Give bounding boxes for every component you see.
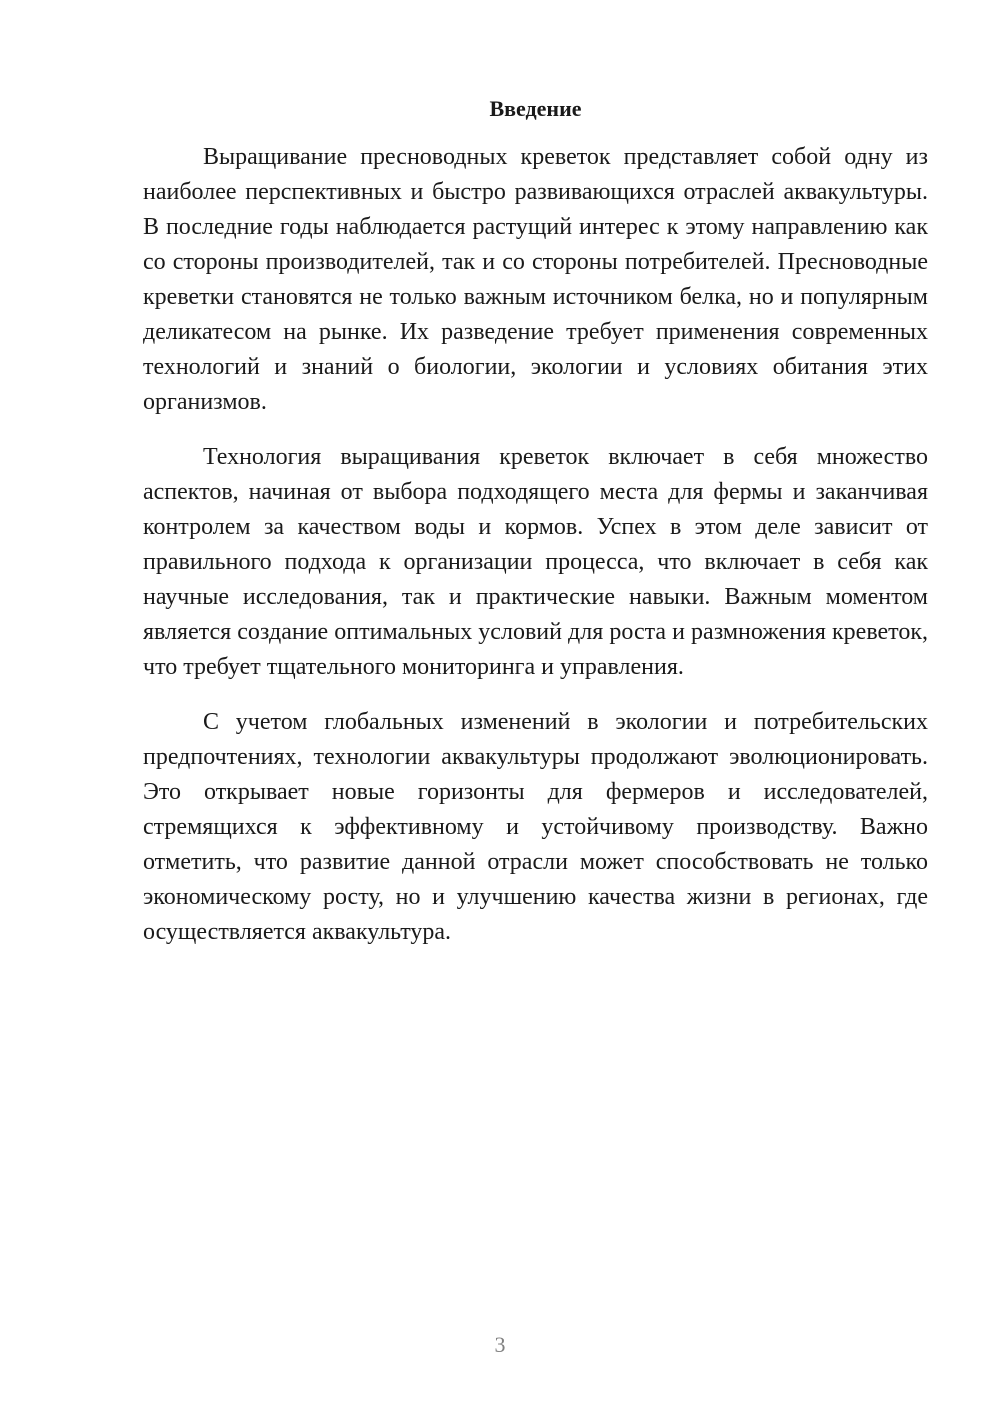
page-number: 3	[494, 1332, 506, 1357]
paragraph-3: С учетом глобальных изменений в экологии и потребительских предпочтениях, технологии аквакультуры продолжают эволюционировать. Это открывает новые горизонты для фермеров и исследователей, стремящихся к эффективному и устойчивому производству. Важно отметить, что развитие данной отрасли может способствовать не только экономическому росту, но и улучшению качества жизни в регионах, где осуществляется аквакультура.	[143, 709, 928, 945]
paragraph-1: Выращивание пресноводных креветок представляет собой одну из наиболее перспективных и быстро развивающихся отраслей аквакультуры. В последние годы наблюдается растущий интерес к этому направлению как со стороны производителей, так и со стороны потребителей. Пресноводные креветки становятся не только важным источником белка, но и популярным деликатесом на рынке. Их разведение требует применения современных технологий и знаний о биологии, экологии и условиях обитания этих организмов.	[143, 144, 928, 415]
section-title: Введение	[489, 96, 582, 121]
paragraph-2: Технология выращивания креветок включает в себя множество аспектов, начиная от выбора подходящего места для фермы и заканчивая контролем за качеством воды и кормов. Успех в этом деле зависит от правильного подхода к организации процесса, что включает в себя как научные исследования, так и практические навыки. Важным моментом является создание оптимальных условий для роста и размножения креветок, что требует тщательного мониторинга и управления.	[143, 444, 928, 680]
page-content	[143, 94, 928, 970]
